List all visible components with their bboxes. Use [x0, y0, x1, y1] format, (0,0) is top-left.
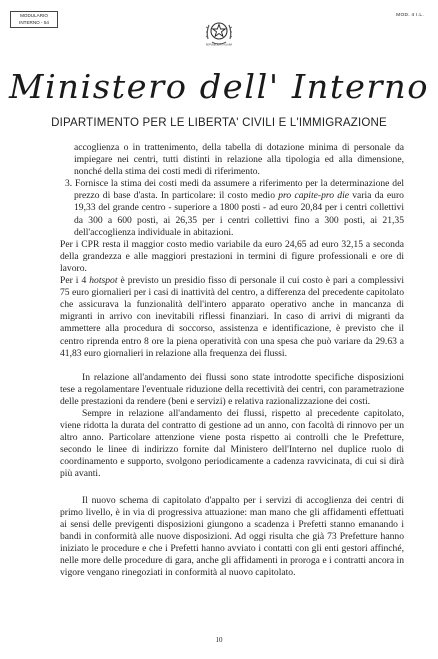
- paragraph-hotspot-text-b: è previsto un presidio fisso di personale il cui costo è pari a complessivi 75 euro giornalieri per i casi di inattività del centro, a differenza del precedente capitolato che assicurava la funzionalità dell'intero apparato operativo anche in mancanza di migranti in arrivo con inevitabili riflessi finanziari. In caso di arrivi di migranti da ammettere alla procedura di soccorso, assistenza e identificazione, è previsto che il centro riprenda entro 8 ore la piena operatività con una spesa che può variare da 29.63 a 41,83 euro giornalieri in relazione alla frequenza dei flussi.: [60, 275, 404, 359]
- page-number: 10: [215, 636, 223, 644]
- republic-emblem-icon: [203, 14, 235, 48]
- paragraph-new-scheme: Il nuovo schema di capitolato d'appalto per i servizi di accoglienza dei centri di primo livello, è in via di progressiva attuazione: man mano che gli affidamenti effettuati ai sensi delle previgenti disposizioni giungono a scadenza i Prefetti stanno emanando i bandi in conformità alle nuove disposizioni. Ad oggi risulta che già 73 Prefetture hanno iniziato le procedure e che i Prefetti hanno avviato i contatti con gli enti gestori affinché, nelle more delle procedure di gara, anche gli affidamenti in proroga e i contratti ancora in vigore vengano rinegoziati in conformità al nuovo capitolato.: [60, 494, 404, 579]
- form-code-box: [10, 11, 58, 28]
- paragraph-hotspot-text-a: Per i 4: [60, 275, 90, 287]
- mod-label: MOD. 4 I.L.: [396, 13, 424, 18]
- paragraph-hotspot: [60, 275, 404, 360]
- paragraph-hotspot-emphasis: hotspot: [89, 275, 118, 287]
- paragraph-contract-duration: Sempre in relazione all'andamento dei flussi, rispetto al precedente capitolato, viene ridotta la durata del contratto di gestione ad un anno, con facoltà di rinnovo per un altro anno. Particolare attenzione viene posta rispetto ai controlli che le Prefetture, secondo le linee di indirizzo fornite dal Ministero dell'Interno nel duplice ruolo di coordinamento e supporto, svolgono periodicamente a cadenza ravvicinata, di cui si dirà più avanti.: [60, 407, 404, 480]
- paragraph-item-3-emphasis: pro capite-pro die: [278, 190, 349, 202]
- form-code-line2: INTERNO - 54: [19, 20, 49, 25]
- paragraph-cpr-costs: Per i CPR resta il maggior costo medio variabile da euro 24,65 ad euro 32,15 a seconda della grandezza e alle maggiori prestazioni in termini di figure professionali e ore di lavoro.: [60, 238, 404, 274]
- paragraph-item-3-text-b: varia da euro 19,33 del grande centro - superiore a 1800 posti - ad euro 20,84 per i centri collettivi da 300 a 600 posti, ai 26,35 per i centri collettivi fino a 300 posti, ai 21,35 dell'accoglienza individuale in abitazioni.: [74, 190, 404, 238]
- paragraph-item-3-text-a: 3. Fornisce la stima dei costi medi da assumere a riferimento per la determinazione del prezzo di base d'asta. In particolare: il costo medio: [65, 178, 404, 202]
- form-code-line1: MODULARIO: [20, 13, 48, 18]
- svg-text:REPVBBLICA ITALIANA: REPVBBLICA ITALIANA: [205, 43, 233, 47]
- paragraph-cost-intro: accoglienza o in trattenimento, della tabella di dotazione minima di personale da impiegare nei centri, tutti distinti in relazione alla tipologia ed alla dimensione, nonché della stima dei costi medi di riferimento.: [74, 142, 404, 178]
- paragraph-item-3: [60, 178, 404, 238]
- department-title: DIPARTIMENTO PER LE LIBERTA' CIVILI E L'IMMIGRAZIONE: [51, 117, 387, 129]
- paragraph-flows-regulation: In relazione all'andamento dei flussi sono state introdotte specifiche disposizioni tese a regolamentare l'eventuale riduzione della recettività dei centri, con parametrazione delle prestazioni da rendere (beni e servizi) e relativa razionalizzazione dei costi.: [60, 371, 404, 407]
- document-body: [60, 142, 404, 579]
- ministry-name: Ministero dell' Interno: [8, 67, 430, 106]
